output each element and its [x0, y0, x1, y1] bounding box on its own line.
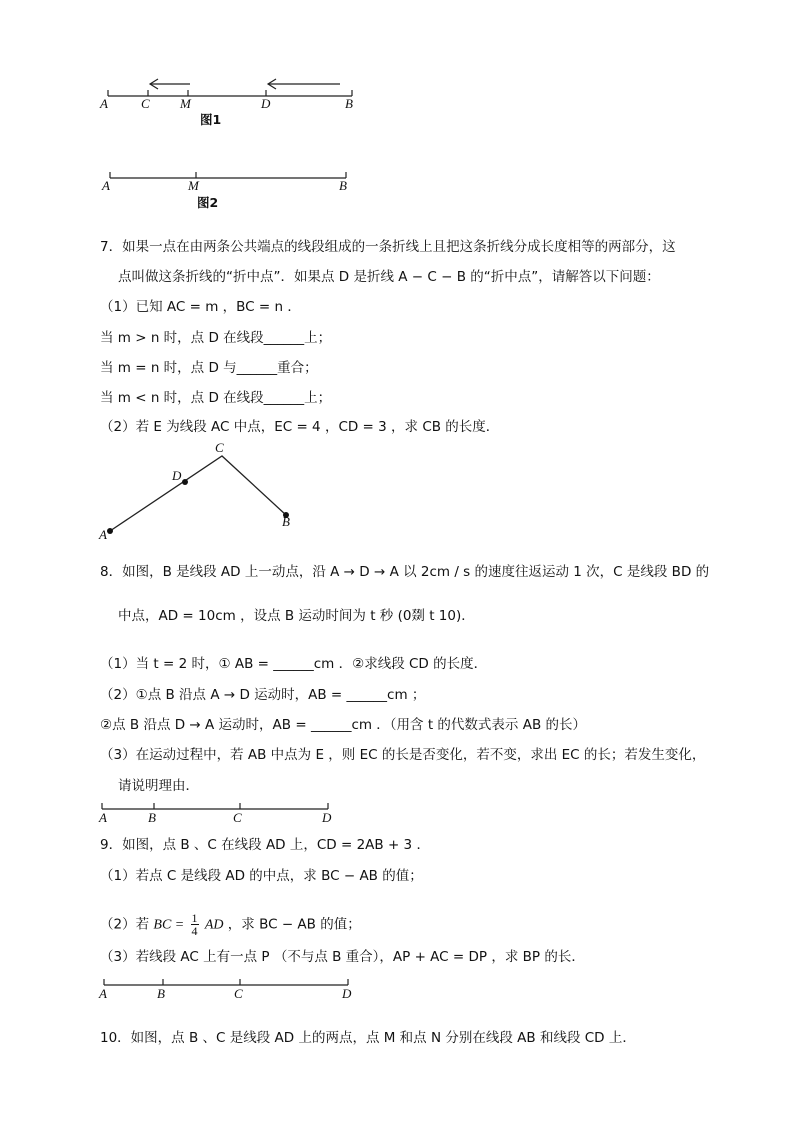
- q7-case-2: 当 m = n 时，点 D 与______重合；: [100, 360, 318, 376]
- q9-figure-point-a: A: [99, 986, 107, 1001]
- q9-fraction-numerator: 1: [191, 911, 198, 925]
- q7-line-2: 点叫做这条折线的“折中点”．如果点 D 是折线 A − C − B 的“折中点”，请解答以下问题：: [118, 269, 660, 285]
- figure-2-caption: 图2: [197, 195, 219, 210]
- figure-2-point-a: A: [102, 178, 110, 193]
- q7-part-1: （1）已知 AC = m ，BC = n ．: [100, 299, 301, 315]
- q7-figure-point-d: D: [172, 468, 182, 483]
- q8-figure-point-a: A: [99, 810, 107, 825]
- q7-line-1: 7．如果一点在由两条公共端点的线段组成的一条折线上且把这条折线分成长度相等的两部分，这: [100, 239, 676, 255]
- q8-line-2: 中点，AD = 10cm ，设点 B 运动时间为 t 秒 (0剟 t 10)．: [118, 608, 475, 624]
- q9-figure-point-b: B: [157, 986, 165, 1001]
- q8-figure-point-b: B: [148, 810, 156, 825]
- q8-part-3: （3）在运动过程中，若 AB 中点为 E ，则 EC 的长是否变化，若不变，求出 EC 的长；若发生变化，: [100, 747, 706, 763]
- q8-part-1: （1）当 t = 2 时，① AB = ______cm ．②求线段 CD 的长度．: [100, 656, 488, 672]
- q8-part-2: （2）①点 B 沿点 A → D 运动时，AB = ______cm ；: [100, 687, 426, 703]
- q8-figure-point-c: C: [233, 810, 242, 825]
- q7-figure-point-c: C: [215, 440, 224, 455]
- q9-part-3: （3）若线段 AC 上有一点 P （不与点 B 重合），AP + AC = DP ，求 BP 的长．: [100, 949, 585, 965]
- q9-part-2-rhs: AD: [204, 917, 224, 933]
- q7-part-2: （2）若 E 为线段 AC 中点，EC = 4 ，CD = 3 ，求 CB 的长度．: [100, 419, 500, 435]
- q8-part-3b: 请说明理由．: [118, 778, 199, 794]
- q7-figure-point-b: B: [282, 514, 290, 529]
- figure-1-point-b: B: [345, 96, 353, 111]
- figure-1-point-a: A: [100, 96, 108, 111]
- q10-line-1: 10．如图，点 B 、C 是线段 AD 上的两点，点 M 和点 N 分别在线段 AB 和线段 CD 上．: [100, 1030, 636, 1046]
- q9-fraction-denominator: 4: [191, 924, 198, 938]
- figure-1-point-c: C: [141, 96, 150, 111]
- q9-part-2-suffix: ，求 BC − AB 的值；: [227, 916, 361, 933]
- q7-case-1: 当 m > n 时，点 D 在线段______上；: [100, 330, 332, 346]
- q9-part-2-prefix: （2）若: [100, 916, 150, 933]
- figure-1-point-d: D: [261, 96, 271, 111]
- q8-line-1: 8．如图，B 是线段 AD 上一动点，沿 A → D → A 以 2cm / s 的速度往返运动 1 次，C 是线段 BD 的: [100, 564, 710, 580]
- q8-figure-point-d: D: [322, 810, 332, 825]
- q9-figure-point-d: D: [342, 986, 352, 1001]
- figure-1-caption: 图1: [200, 112, 222, 127]
- q7-figure-point-a: A: [99, 527, 107, 542]
- q9-part-2-lhs: BC =: [153, 917, 185, 933]
- q9-part-1: （1）若点 C 是线段 AD 的中点，求 BC − AB 的值；: [100, 868, 423, 884]
- figure-2-point-m: M: [188, 178, 199, 193]
- q8-part-2b: ②点 B 沿点 D → A 运动时，AB = ______cm ．（用含 t 的代数式表示 AB 的长）: [100, 717, 587, 733]
- q9-figure-point-c: C: [234, 986, 243, 1001]
- figure-1-point-m: M: [180, 96, 191, 111]
- figure-2-point-b: B: [339, 178, 347, 193]
- q9-line-1: 9．如图，点 B 、C 在线段 AD 上，CD = 2AB + 3 ．: [100, 837, 430, 853]
- q7-case-3: 当 m < n 时，点 D 在线段______上；: [100, 390, 332, 406]
